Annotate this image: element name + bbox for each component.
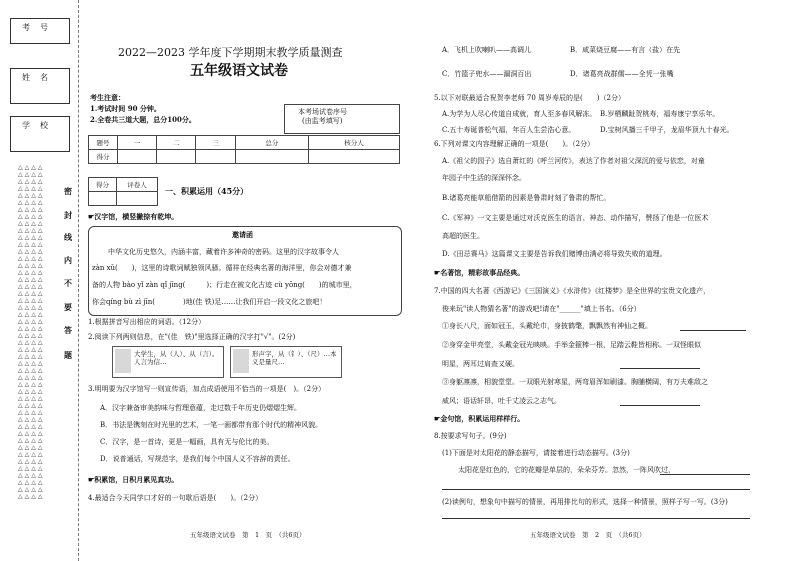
score-cell: 二 bbox=[157, 136, 196, 150]
score-table bbox=[88, 135, 400, 164]
option[interactable]: D．诸葛亮战群儒——全凭一张嘴 bbox=[570, 70, 674, 78]
option[interactable]: C.五十寿诞普松气福，年百人生尝浩心意。 bbox=[442, 126, 576, 134]
question-2: 2.阅读下列两则信息，在"(佳 铁)"里选择正确的汉字打"√"。(2分) bbox=[88, 333, 296, 341]
question-7-item: ②身穿金甲亮堂，头戴金冠光映映。手举金箍棒一根，足踏云鞋皆相称。一双怪眼似 bbox=[442, 341, 701, 349]
name-label: 姓名 bbox=[22, 73, 58, 82]
score-input[interactable] bbox=[309, 150, 400, 164]
answer-line[interactable] bbox=[442, 518, 750, 519]
seal-char: 不 bbox=[64, 278, 72, 288]
invitation-title: 邀请函 bbox=[232, 230, 253, 239]
notice-line: 2.全卷共三道大题，总分100分。 bbox=[90, 115, 196, 124]
character-image bbox=[115, 349, 131, 373]
option[interactable]: A．汉字兼备审美韵味与哲理意蕴，走过数千年历史仍熠熠生辉。 bbox=[100, 404, 302, 412]
option[interactable]: C．汉字，是一首诗，更是一幅画，具有无与伦比的美。 bbox=[100, 438, 274, 446]
score-cell: 题号 bbox=[89, 136, 118, 150]
option[interactable]: B.岁栖麟趾贺桃寿，福寿康宁享乐年。 bbox=[600, 110, 720, 118]
score-cell: 总分 bbox=[235, 136, 308, 150]
question-7-item: 明星，两耳过肩查又硬。 bbox=[442, 360, 519, 368]
option[interactable]: A．飞机上吹喇叭——高调儿 bbox=[442, 46, 532, 54]
year-title: 2022—2023 学年度下学期期末教学质量测查 bbox=[118, 46, 343, 59]
seal-char: 要 bbox=[64, 302, 72, 312]
grader-cell: 评卷人 bbox=[117, 178, 158, 192]
option[interactable]: A.为学为人尽心传道自成就，育人至多春风解冻。 bbox=[442, 110, 597, 118]
subsection-title: ☛积累馆，日积月累见真功。 bbox=[88, 475, 179, 484]
exam-number-label: 考号 bbox=[22, 23, 58, 32]
grader-table bbox=[88, 177, 158, 206]
notice-title: 考生注意： bbox=[90, 93, 125, 102]
question-7-item: ①身长八尺，面如冠玉，头戴纶巾，身披鹤氅，飘飘然有神仙之概。 bbox=[442, 322, 652, 330]
page-footer: 五年级语文试卷 第 2 页 （共6页） bbox=[530, 531, 646, 539]
grader-input[interactable] bbox=[117, 192, 158, 206]
question-7-item: ③身躯凛凛，相貌堂堂。一双眼光射寒星，两弯眉浑如刷漆。胸脯横阔，有万夫难敌之 bbox=[442, 378, 708, 386]
seal-char: 题 bbox=[64, 350, 72, 360]
score-cell: 一 bbox=[118, 136, 157, 150]
seat-label: 本考场试卷序号 bbox=[298, 108, 347, 116]
option[interactable]: D.宝树风播三千甲子，龙眉华顶九十春光。 bbox=[600, 126, 734, 134]
option[interactable]: B．书法是镌刻在时光里的艺术，一笔一画都带有那个时代的精神风貌。 bbox=[100, 421, 323, 429]
subsection-title: ☛金句馆，积累运用样样行。 bbox=[434, 414, 525, 423]
answer-line[interactable] bbox=[442, 489, 750, 490]
option-cont: 高超的医生。 bbox=[442, 232, 484, 240]
option[interactable]: A.《祖父的园子》选自萧红的《呼兰河传》，表达了作者对祖父深沉的爱与依恋，对童 bbox=[442, 157, 705, 165]
question-1: 1.根据拼音写出相应的词语。（12分） bbox=[88, 318, 206, 326]
invitation-line: 中华文化历史悠久，内涵丰富，藏着许多神奇的密码。这里的汉字故事令人 bbox=[108, 248, 339, 256]
subsection-title: ☛名著馆，精彩故事品经典。 bbox=[434, 268, 525, 277]
question-8: 8.按要求写句子。(9分) bbox=[434, 432, 507, 440]
question-5: 5.以下对联最适合祝贺李老师 70 周岁寿辰的是( )（2分） bbox=[434, 94, 625, 102]
question-8-part: (2)读例句，想象句中描写的情景，再用排比句的形式，选择一种情景，照样子写一写。(3分) bbox=[442, 498, 728, 506]
answer-blank[interactable] bbox=[680, 330, 746, 331]
score-cell: 得分 bbox=[89, 150, 118, 164]
info-text: 大学生，从（人）、从（言）。人言为信… bbox=[134, 350, 219, 366]
option[interactable]: B．咸菜烧豆腐——有言（盐）在先 bbox=[570, 46, 681, 54]
main-title: 五年级语文试卷 bbox=[190, 63, 288, 79]
grader-input[interactable] bbox=[89, 192, 117, 206]
score-cell: 三 bbox=[196, 136, 235, 150]
option[interactable]: B.诸葛亮能草船借箭的因素是鲁肃时刻了鲁肃的帮忙。 bbox=[442, 194, 611, 202]
character-image bbox=[233, 349, 249, 373]
answer-blank[interactable] bbox=[620, 368, 700, 369]
score-input[interactable] bbox=[157, 150, 196, 164]
score-input[interactable] bbox=[235, 150, 308, 164]
seal-char: 线 bbox=[64, 232, 72, 242]
question-7-item: 威风；语话轩昂，吐千丈凌云之志气。 bbox=[442, 397, 561, 405]
seat-label: (由监考填写) bbox=[302, 117, 343, 125]
answer-blank[interactable] bbox=[620, 405, 700, 406]
invitation-line: zàn xǔ( )，这里的诗歌词赋独领风骚。循祥在经典名著的海洋里，你会对德才兼 bbox=[92, 264, 352, 272]
page-footer: 五年级语文试卷 第 1 页 （共6页） bbox=[190, 531, 306, 539]
grader-cell: 得分 bbox=[89, 178, 117, 192]
seal-char: 内 bbox=[64, 255, 72, 265]
answer-line[interactable] bbox=[660, 474, 750, 475]
notice-line: 1.考试时间 90 分钟。 bbox=[90, 104, 161, 113]
question-7: 7.中国的四大名著《西游记》《三国演义》《水浒传》《红楼梦》是全世界的宝贵文化遗产， bbox=[434, 287, 711, 295]
option[interactable]: C.《军神》一文主要是通过对沃克医生的语言、神态、动作描写，赞扬了他是一位医术 bbox=[442, 214, 709, 222]
seal-line bbox=[78, 0, 79, 561]
question-8-text: 太阳花是红色的，它的花瓣是单层的，朵朵芬芳。忽然，一阵风吹过， bbox=[458, 466, 675, 474]
seal-char: 答 bbox=[64, 325, 72, 335]
seal-char: 封 bbox=[64, 210, 72, 220]
question-7: 俊来玩"读人物猜名著"的游戏吧!请在"______"填上书名。（6分） bbox=[442, 305, 641, 313]
option-cont: 年园子中生活的深深怀念。 bbox=[442, 174, 526, 182]
score-input[interactable] bbox=[118, 150, 157, 164]
question-8-part: (1)下面是对太阳花的静态描写，请接着进行动态描写。(3分) bbox=[442, 449, 630, 457]
option[interactable]: C．竹篮子兜水——漏洞百出 bbox=[442, 70, 532, 78]
info-text: 形声字，从（钅）、（尺）…本义是量尺… bbox=[252, 350, 337, 366]
subsection-title: ☛汉字馆，横竖撇捺有乾坤。 bbox=[88, 212, 179, 221]
invitation-line: 你会qíng bù zì jīn( )地(佳 铁)足……让我们开启一段文化之旅吧！ bbox=[92, 298, 327, 306]
question-3: 3.明明要为汉字馆写一则宣传语，加点成语使用不恰当的一项是( )。（2分） bbox=[88, 385, 326, 393]
option[interactable]: D．说普通话，写规范字，是我们每个中国人义不容辞的责任。 bbox=[100, 455, 295, 463]
question-6: 6.下列对课文内容理解正确的一项是( )。（2分） bbox=[434, 140, 595, 148]
school-label: 学校 bbox=[22, 121, 58, 130]
score-input[interactable] bbox=[196, 150, 235, 164]
triangle-column: △△△△ △△△△ △△△△ △△△△ △△△△ △△△△ △△△△ △△△△ △△△△ △△△△ △△△△ △△△△ △△△△ △△△△ △△△△ △△△△ △△△△ △△△△ △△△△ △△△△ △△△△ △△△△ △△△△ △△△△ △△△△ △△△△ △△△△ △△△△ △△△△ △△△△ △△△△ △△△△ △△△△ △△△△ △△△△ △△△△ △△△△ △△△△ △△△△ △△△△ △△△△ △△△△ △△△△ △△△△ △△△△ △△△△ △△△△ △△△△ bbox=[18, 164, 45, 500]
score-cell: 核分人 bbox=[309, 136, 400, 150]
question-4: 4.最适合今天同学口才好的一句歇后语是( )。（2分） bbox=[88, 494, 263, 502]
invitation-line: 备的人物 bào yǐ zàn qǐ jīng( )；行走在被文化古迹 cù yōng( )的城市里， bbox=[92, 281, 357, 289]
option[interactable]: D.《田忌赛马》这篇课文主要是告诉我们赌博由满必将导致失败的道理。 bbox=[442, 250, 667, 258]
seal-char: 密 bbox=[64, 186, 72, 196]
section-title: 一、积累运用（45分） bbox=[165, 186, 249, 196]
